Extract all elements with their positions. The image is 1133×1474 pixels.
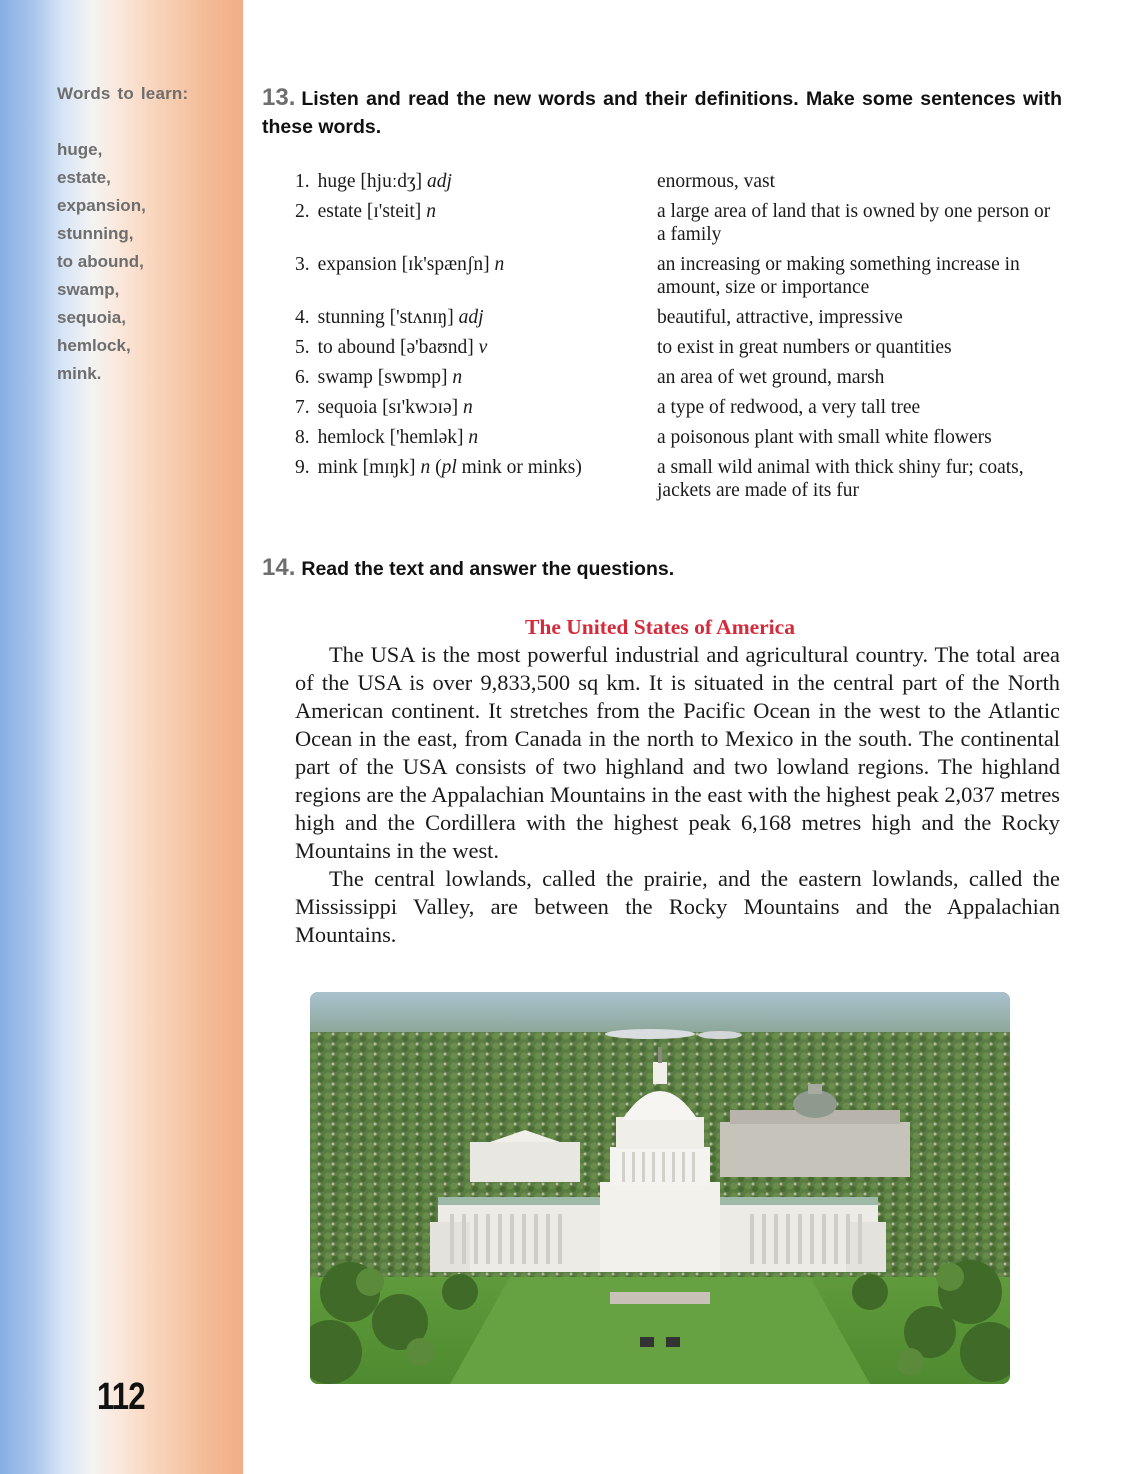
vocab-number: 9.: [295, 457, 310, 478]
vocab-definition: a poisonous plant with small white flowers: [657, 427, 992, 448]
vocab-number: 5.: [295, 337, 310, 358]
task-text: Read the text and answer the questions.: [301, 558, 675, 580]
vocab-pos: n: [463, 397, 473, 418]
vocab-definition: an increasing or making something increase in amount, size or importance: [657, 254, 1020, 298]
vocab-extra-pl: pl: [441, 457, 457, 478]
word-item: huge,: [57, 140, 103, 159]
vocab-pos: n: [452, 367, 463, 388]
vocab-row: [295, 253, 1055, 299]
word-item: stunning,: [57, 224, 134, 243]
vocab-definition: an area of wet ground, marsh: [657, 367, 885, 388]
vocab-row: [295, 366, 1055, 389]
word-item: expansion,: [57, 196, 146, 215]
article-paragraph: The USA is the most powerful industrial and agricultural country. The total area of the USA is over 9,833,500 sq km. It is situated in the central part of the North American continent. It stretches from the Pacific Ocean in the west to the Atlantic Ocean in the east, from Canada in the north to Mexico in the south. The continental part of the USA consists of two highland and two lowland regions. The highland regions are the Appalachian Mountains in the east with the highest peak 2,037 metres high and the Cordillera with the highest peak 6,168 metres high and the Rocky Mountains in the west.: [295, 642, 1060, 863]
vocab-definition: beautiful, attractive, impressive: [657, 307, 903, 328]
vocab-word: estate [ɪ'steit]: [317, 201, 422, 222]
vocab-word: huge [hjuːdʒ]: [317, 171, 423, 192]
vocab-number: 7.: [295, 397, 310, 418]
vocab-number: 2.: [295, 201, 310, 222]
vocab-row: [295, 200, 1055, 246]
vocab-pos: n: [420, 457, 431, 478]
vocab-row: [295, 306, 1055, 329]
vocab-word: to abound [ə'baʊnd]: [317, 337, 474, 358]
word-item: hemlock,: [57, 336, 131, 355]
task-number: 13.: [262, 84, 296, 111]
word-item: mink.: [57, 364, 102, 383]
vocab-word: stunning ['stʌnɪŋ]: [317, 307, 454, 328]
vocabulary-table: [295, 170, 1055, 509]
vocab-extra-text: mink or minks): [456, 457, 582, 478]
vocab-definition: to exist in great numbers or quantities: [657, 337, 952, 358]
word-item: swamp,: [57, 280, 120, 299]
vocab-definition: a type of redwood, a very tall tree: [657, 397, 921, 418]
vocab-row: [295, 426, 1055, 449]
word-item: estate,: [57, 168, 111, 187]
vocab-row: [295, 456, 1055, 502]
vocab-number: 3.: [295, 254, 310, 275]
words-to-learn-list: [57, 139, 146, 391]
vocab-definition: a large area of land that is owned by one person or a family: [657, 201, 1051, 245]
vocab-pos: n: [426, 201, 436, 222]
vocab-word: mink [mɪŋk]: [317, 457, 416, 478]
task-14-instruction: [262, 554, 1062, 583]
vocab-number: 1.: [295, 171, 310, 192]
vocab-pos: n: [468, 427, 479, 448]
task-13-instruction: [262, 84, 1062, 141]
article-body: [295, 641, 1060, 949]
word-item: sequoia,: [57, 308, 126, 327]
vocab-pos: adj: [427, 171, 452, 192]
vocab-number: 6.: [295, 367, 310, 388]
page-number: 112: [97, 1376, 145, 1418]
vocab-row: [295, 336, 1055, 359]
vocab-pos: adj: [458, 307, 484, 328]
vocab-row: [295, 396, 1055, 419]
vocab-number: 4.: [295, 307, 310, 328]
vocab-number: 8.: [295, 427, 310, 448]
capitol-photo: [310, 992, 1010, 1384]
task-number: 14.: [262, 554, 296, 581]
words-to-learn-heading: Words to learn:: [57, 84, 189, 103]
vocab-word: swamp [swɒmp]: [317, 367, 448, 388]
task-text: Listen and read the new words and their definitions. Make some sentences with these words.: [262, 88, 1062, 138]
vocab-definition: a small wild animal with thick shiny fur; coats, jackets are made of its fur: [657, 457, 1024, 501]
vocab-definition: enormous, vast: [657, 171, 776, 192]
vocab-word: sequoia [sɪ'kwɔɪə]: [317, 397, 459, 418]
vocab-extra-open: (: [435, 457, 442, 478]
word-item: to abound,: [57, 252, 144, 271]
vocab-word: expansion [ɪk'spænʃn]: [317, 254, 490, 275]
article-title: The United States of America: [525, 615, 795, 639]
vocab-row: [295, 170, 1055, 193]
article-paragraph: The central lowlands, called the prairie, and the eastern lowlands, called the Mississippi Valley, are between the Rocky Mountains and the Appalachian Mountains.: [295, 866, 1060, 947]
vocab-pos: n: [494, 254, 505, 275]
vocab-pos: v: [478, 337, 488, 358]
vocab-word: hemlock ['hemlək]: [317, 427, 464, 448]
